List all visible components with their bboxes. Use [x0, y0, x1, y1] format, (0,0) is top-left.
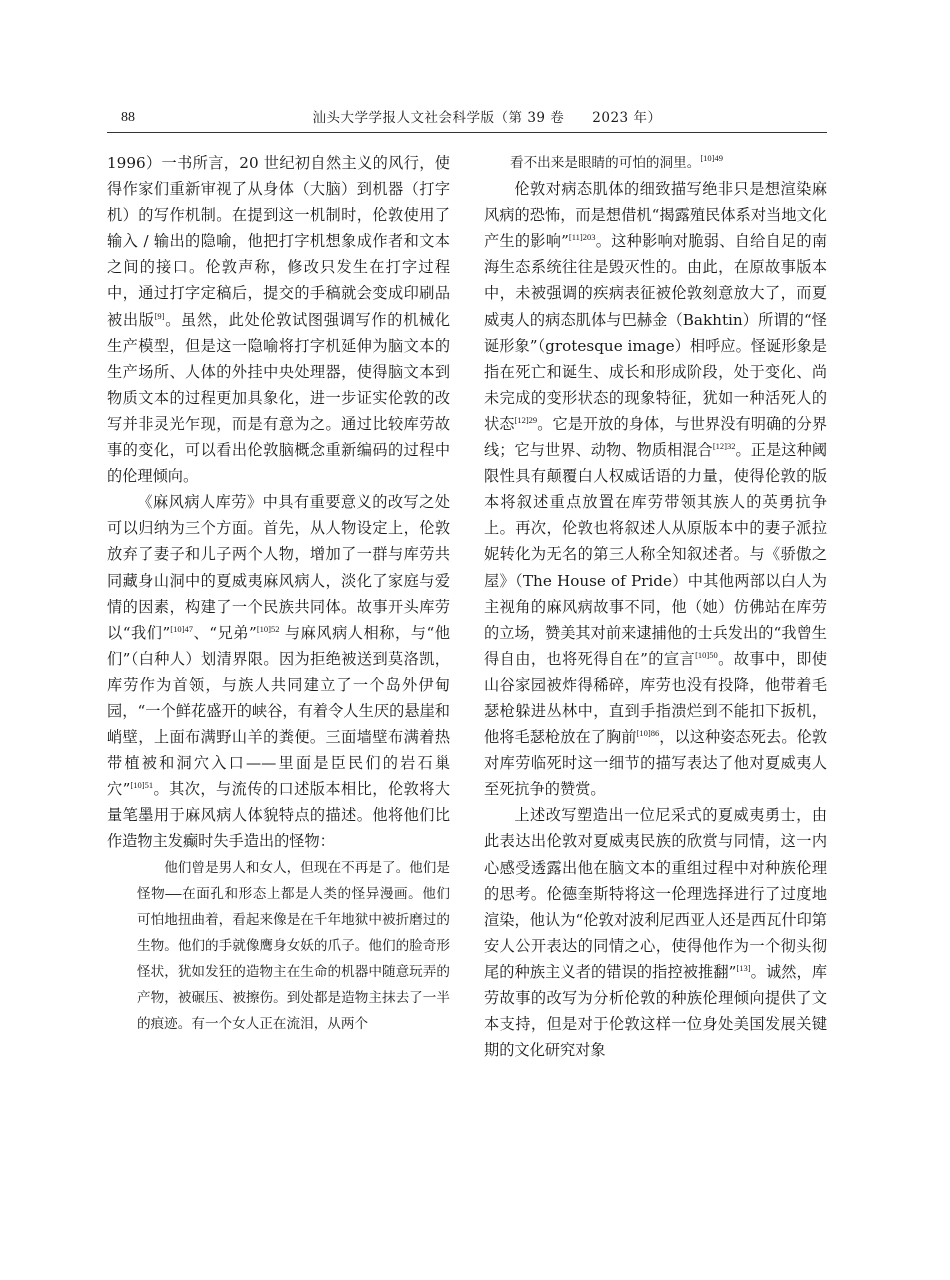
citation: [11]203: [568, 232, 596, 243]
citation: [10]50: [695, 649, 718, 660]
citation: [10]86: [636, 728, 660, 739]
citation: [12]32: [712, 441, 736, 452]
journal-running-title: 汕头大学学报人文社会科学版（第 39 卷 2023 年）: [312, 110, 662, 126]
block-quote-continued: 看不出来是眼睛的可怕的洞里。$^{[10]49}$: [510, 153, 723, 171]
paragraph-4: 上述改写塑造出一位尼采式的夏威夷勇士，由此表达出伦敦对夏威夷民族的欣赏与同情，这一内心感受透露出他在脑文本的重组过程中对种族伦理的思考。伦德奎斯特将这一伦理选择进行了过度地渲染，他认为“伦敦对波利尼西亚人还是西瓦什印第安人公开表达的同情之心，使得他作为一个彻头彻尾的种族主义者的错误的指控被推翻”[13]。诚然，库劳故事的改写为分析伦敦的种族伦理倾向提供了文本支持，但是对于伦敦这样一位身处美国发展关键期的文化研究对象: [484, 806, 828, 1060]
citation: [13]: [736, 962, 751, 973]
citation: [10]52: [256, 623, 280, 634]
block-quote: 他们曾是男人和女人，但现在不再是了。他们是怪物——在面孔和形态上都是人类的怪异漫画。他们可怕地扭曲着，看起来像是在千年地狱中被折磨过的生物。他们的手就像鹰身女妖的爪子。他们的脸奇形怪状，犹如发狂的造物主在生命的机器中随意玩弄的产物，被碾压、被擦伤。到处都是造物主抹去了一半的痕迹。有一个女人正在流泪，从两个: [137, 859, 450, 1033]
left-column: [107, 150, 450, 1037]
citation: [10]47: [170, 623, 193, 634]
page-number: 88: [121, 110, 135, 125]
citation: [9]: [154, 310, 165, 321]
paragraph-1: 1996）一书所言，20 世纪初自然主义的风行，使得作家们重新审视了从身体（大脑）到机器（打字机）的写作机制。在提到这一机制时，伦敦使用了输入 / 输出的隐喻，他把打字机想象成作者和文本之间的接口。伦敦声称，修改只发生在打字过程中，通过打字定稿后，提交的手稿就会变成印刷品被出版[9]。虽然，此处伦敦试图强调写作的机械化生产模型，但是这一隐喻将打字机延伸为脑文本的生产场所、人体的外挂中央处理器，使得脑文本到物质文本的过程更加具象化，进一步证实伦敦的改写并非灵光乍现，而是有意为之。通过比较库劳故事的变化，可以看出伦敦脑概念重新编码的过程中的伦理倾向。: [107, 154, 451, 486]
citation: [12]29: [514, 414, 538, 425]
citation: [10]49: [700, 153, 723, 163]
citation: [10]51: [130, 780, 154, 791]
running-header: [107, 104, 827, 133]
paragraph-2: 《麻风病人库劳》中具有重要意义的改写之处可以归纳为三个方面。首先，从人物设定上，伦敦放弃了妻子和儿子两个人物，增加了一群与库劳共同藏身山洞中的夏威夷麻风病人，淡化了家庭与爱情的因素，构建了一个民族共同体。故事开头库劳以“我们”$^{[10]47}$、“兄弟”$^{[10]52}$ 与麻风病人相称，与“他们”（白种人）划清界限。因为拒绝被送到莫洛凯，库劳作为首领，与族人共同建立了一个岛外伊甸园，“一个鲜花盛开的峡谷，有着令人生厌的悬崖和峭壁，上面布满野山羊的粪便。三面墙壁布满着热带植被和洞穴入口——里面是臣民们的岩石巢穴”$^{[10]51}$。其次，与流传的口述版本相比，伦敦将大量笔墨用于麻风病人体貌特点的描述。他将他们比作造物主发癫时失手造出的怪物：: [107, 493, 451, 851]
right-column: [484, 150, 827, 1063]
paragraph-3: 伦敦对病态肌体的细致描写绝非只是想渲染麻风病的恐怖，而是想借机“揭露殖民体系对当地文化产生的影响”$^{[11]203}$。这种影响对脆弱、自给自足的南海生态系统往往是毁灭性的。由此，在原故事版本中，未被强调的疾病表征被伦敦刻意放大了，而夏威夷人的病态肌体与巴赫金（Bakhtin）所谓的“怪诞形象”（grotesque image）相呼应。怪诞形象是指在死亡和诞生、成长和形成阶段，处于变化、尚未完成的变形状态的现象特征，犹如一种活死人的状态$^{[12]29}$。它是开放的身体，与世界没有明确的分界线；它与世界、动物、物质相混合$^{[12]32}$。正是这种阈限性具有颠覆白人权威话语的力量，使得伦敦的版本将叙述重点放置在库劳带领其族人的英勇抗争上。再次，伦敦也将叙述人从原版本中的妻子派拉妮转化为无名的第三人称全知叙述者。与《骄傲之屋》（The House of Pride）中其他两部以白人为主视角的麻风病故事不同，他（她）仿佛站在库劳的立场，赞美其对前来逮捕他的士兵发出的“我曾生得自由，也将死得自在”的宣言$^{[10]50}$。故事中，即使山谷家园被炸得稀碎，库劳也没有投降，他带着毛瑟枪躲进丛林中，直到手指溃烂到不能扣下扳机，他将毛瑟枪放在了胸前$^{[10]86}$，以这种姿态死去。伦敦对库劳临死时这一细节的描写表达了他对夏威夷人至死抗争的赞赏。: [484, 180, 828, 799]
